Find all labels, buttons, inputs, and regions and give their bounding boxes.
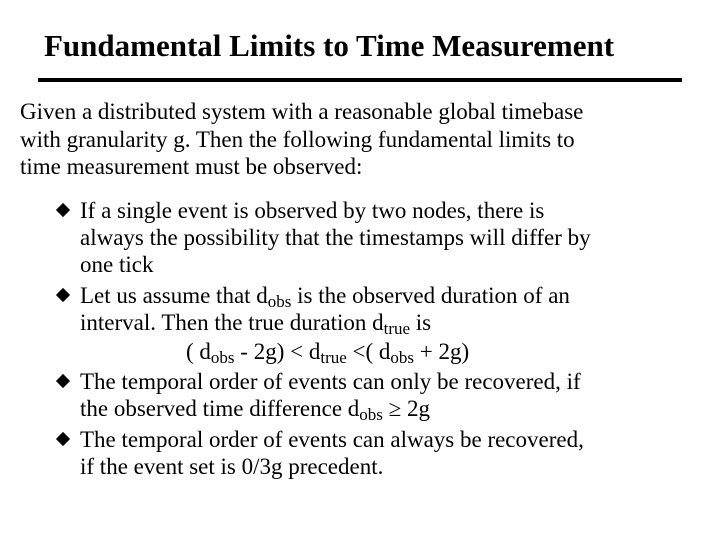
text-run: <( d xyxy=(346,339,391,364)
slide-title: Fundamental Limits to Time Measurement xyxy=(44,28,615,63)
diamond-bullet-icon xyxy=(56,374,70,388)
diamond-bullet-icon xyxy=(56,432,70,446)
intro-line: Given a distributed system with a reasonable global timebase xyxy=(20,99,584,124)
subscript-obs: obs xyxy=(210,348,235,367)
bullet-text: if the event set is 0/3g precedent. xyxy=(80,454,384,479)
text-run: ( d xyxy=(186,339,211,364)
intro-paragraph xyxy=(20,98,720,181)
text-run: the observed time difference d xyxy=(80,396,360,421)
title-underline xyxy=(38,78,682,82)
subscript-true: true xyxy=(320,348,347,367)
bullet-text: always the possibility that the timestamps will differ by xyxy=(80,225,591,250)
text-run: + 2g) xyxy=(414,339,470,364)
text-run: Let us assume that d xyxy=(80,283,268,308)
text-run: is xyxy=(410,310,432,335)
subscript-obs: obs xyxy=(267,292,292,311)
subscript-true: true xyxy=(383,319,411,338)
bullet-text xyxy=(80,311,431,336)
intro-line: time measurement must be observed: xyxy=(20,154,363,179)
bullet-text: The temporal order of events can only be recovered, if xyxy=(80,369,581,394)
subscript-obs: obs xyxy=(359,405,383,424)
bullet-text: The temporal order of events can always be recovered, xyxy=(80,427,584,452)
bullet-text: If a single event is observed by two nodes, there is xyxy=(80,198,545,223)
diamond-bullet-icon xyxy=(56,203,70,217)
text-run: ≥ 2g xyxy=(382,396,431,421)
subscript-obs: obs xyxy=(390,348,415,367)
text-run: is the observed duration of an xyxy=(291,283,570,308)
bullet-text xyxy=(80,397,430,422)
inequality-line xyxy=(186,340,469,365)
text-run: - 2g) < d xyxy=(234,339,321,364)
diamond-bullet-icon xyxy=(56,288,70,302)
text-run: interval. Then the true duration d xyxy=(80,310,384,335)
bullet-text xyxy=(80,284,570,309)
intro-line: with granularity g. Then the following fundamental limits to xyxy=(20,126,575,152)
bullet-text: one tick xyxy=(80,252,154,277)
